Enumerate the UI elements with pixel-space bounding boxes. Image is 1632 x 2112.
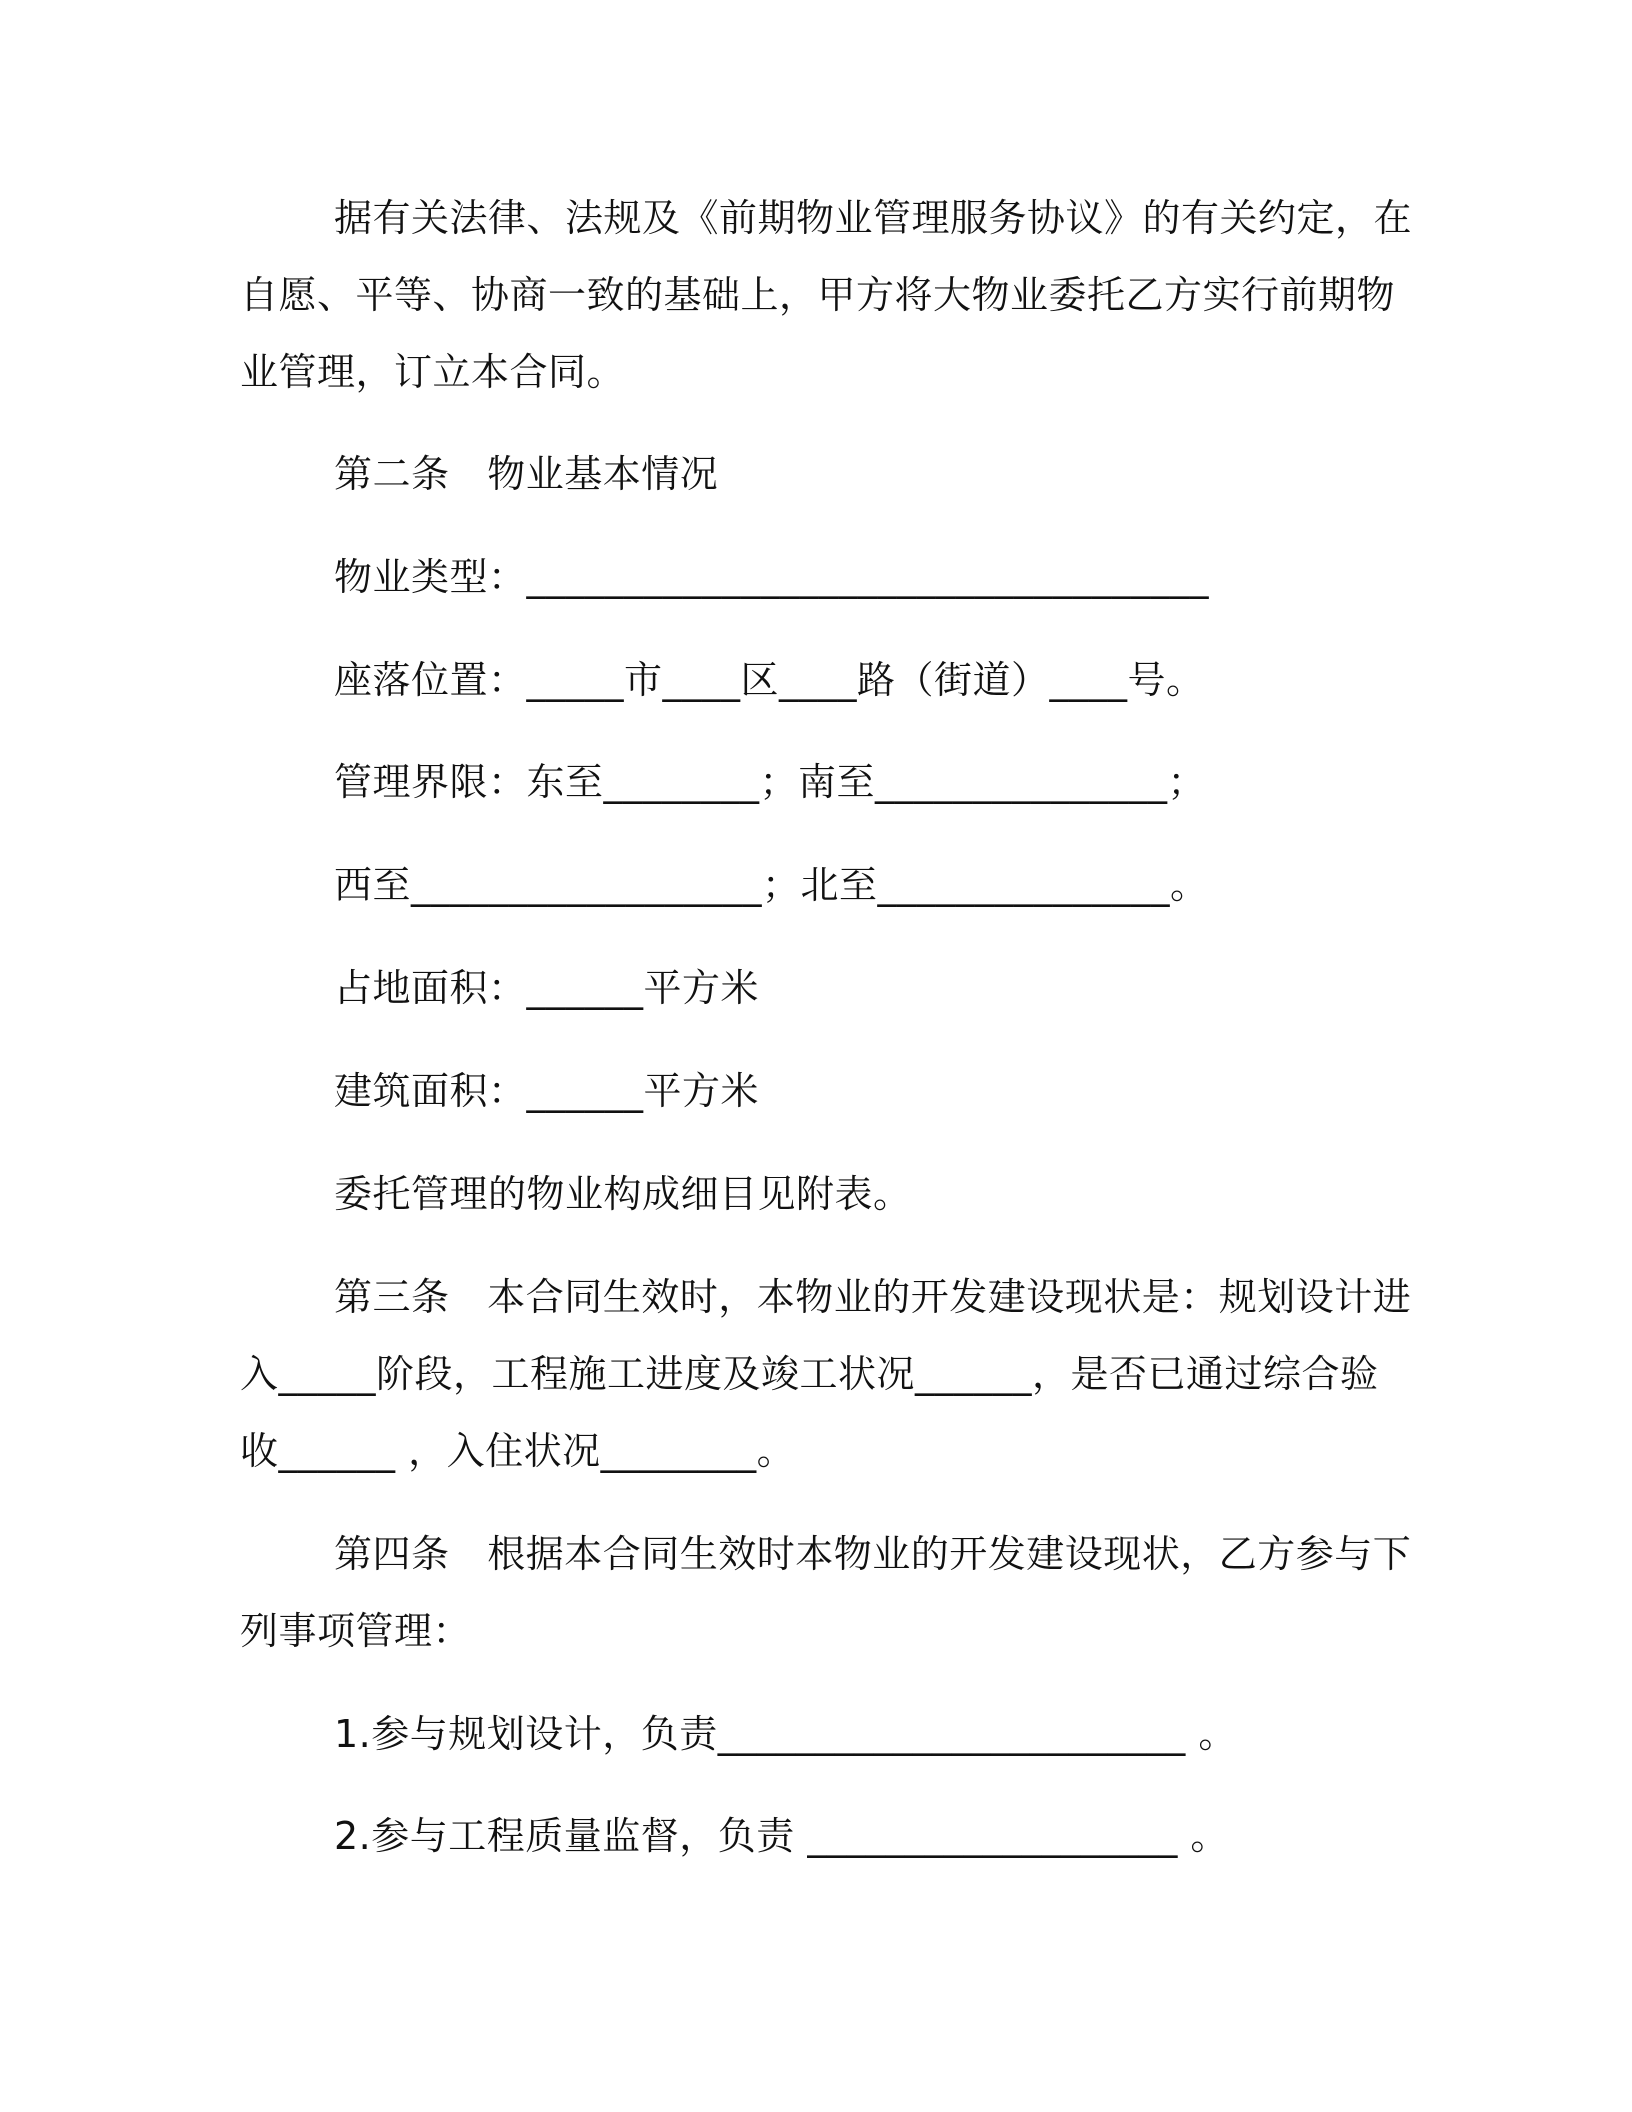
list-item-2: 2.参与工程质量监督，负责 ___________________ 。: [334, 1814, 1229, 1858]
article-3-line: 第三条 本合同生效时，本物业的开发建设现状是：规划设计进: [334, 1275, 1412, 1319]
list-item-1: 1.参与规划设计，负责________________________ 。: [334, 1712, 1237, 1756]
boundary-field-west-north: 西至__________________；北至_______________。: [334, 863, 1209, 907]
appendix-note: 委托管理的物业构成细目见附表。: [334, 1172, 912, 1216]
article-4-line: 第四条 根据本合同生效时本物业的开发建设现状，乙方参与下: [334, 1532, 1412, 1576]
paragraph-line: 业管理，订立本合同。: [240, 350, 626, 394]
property-type-field: 物业类型：___________________________________: [334, 555, 1210, 599]
land-area-field: 占地面积：______平方米: [334, 966, 760, 1010]
article-3-line: 收______ ，入住状况________。: [240, 1429, 796, 1473]
paragraph-line: 据有关法律、法规及《前期物业管理服务协议》的有关约定，在: [334, 196, 1413, 240]
building-area-field: 建筑面积：______平方米: [334, 1069, 760, 1113]
article-4-line: 列事项管理：: [240, 1609, 472, 1653]
boundary-field-east-south: 管理界限：东至________；南至_______________；: [334, 760, 1207, 804]
location-field: 座落位置：_____市____区____路（街道）____号。: [334, 658, 1205, 702]
article-3-line: 入_____阶段，工程施工进度及竣工状况______，是否已通过综合验: [240, 1352, 1379, 1396]
article-2-heading: 第二条 物业基本情况: [334, 452, 719, 496]
paragraph-line: 自愿、平等、协商一致的基础上，甲方将大物业委托乙方实行前期物: [240, 273, 1396, 317]
